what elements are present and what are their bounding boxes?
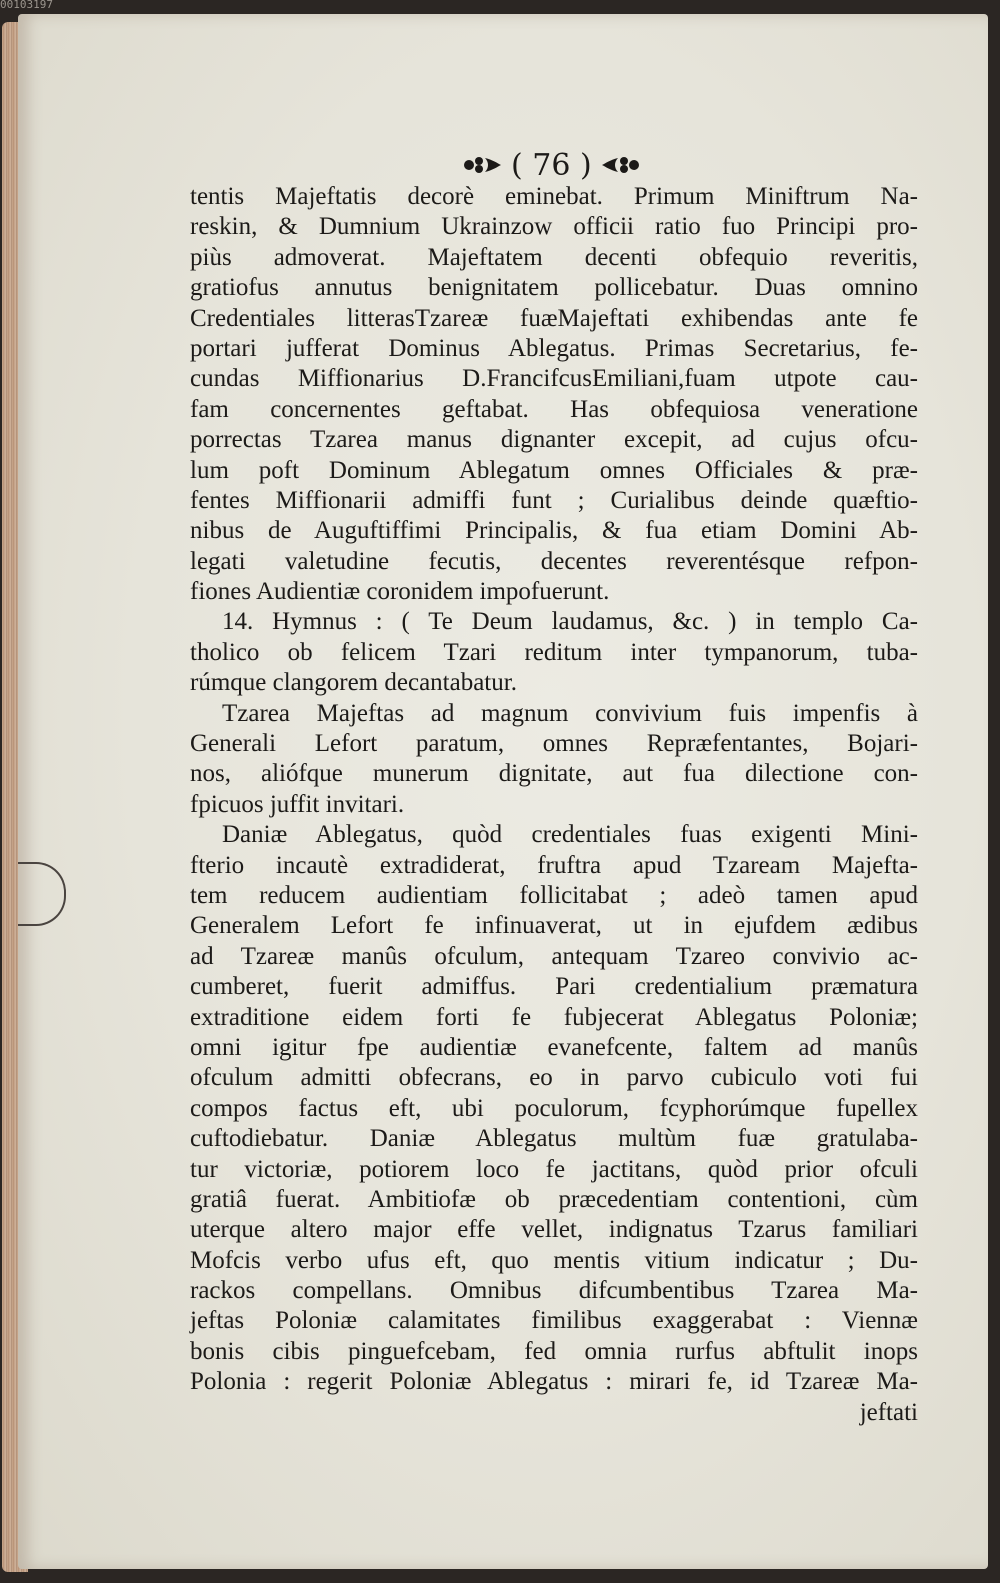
text-line: fterio incautè extradiderat, fruftra apud Tzaream Majefta-: [190, 851, 918, 879]
text-line: legati valetudine fecutis, decentes reverentésque refpon-: [190, 547, 918, 575]
text-line: extraditione eidem forti fe fubjecerat Ablegatus Poloniæ;: [190, 1003, 918, 1031]
text-line: reskin, & Dumnium Ukrainzow officii ratio fuo Principi pro-: [190, 213, 918, 241]
text-line: nibus de Auguftiffimi Principalis, & fua etiam Domini Ab-: [190, 517, 918, 545]
text-line: Mofcis verbo ufus eft, quo mentis vitium indicatur ; Du-: [190, 1246, 918, 1274]
text-line: ad Tzareæ manûs ofculum, antequam Tzareo convivio ac-: [190, 942, 918, 970]
text-line: lum poft Dominum Ablegatum omnes Officiales & præ-: [190, 456, 918, 484]
text-line: cumberet, fuerit admiffus. Pari credentialium præmatura: [190, 973, 918, 1001]
paragraph-start-line: 14. Hymnus : ( Te Deum laudamus, &c. ) in templo Ca-: [222, 608, 918, 636]
page-header: [461, 145, 661, 185]
text-line: fentes Miffionarii admiffi funt ; Curialibus deinde quæftio-: [190, 486, 918, 514]
scan-id-label: 00103197: [0, 0, 53, 11]
ornament-right-icon: [598, 154, 642, 176]
text-line: fiones Audientiæ coronidem impofuerunt.: [190, 578, 610, 606]
text-line: tentis Majeftatis decorè eminebat. Primum Miniftrum Na-: [190, 183, 918, 210]
text-line: ofculum admitti obfecrans, eo in parvo cubiculo voti fui: [190, 1064, 918, 1092]
text-line: Generalem Lefort fe infinuaverat, ut in ejufdem ædibus: [190, 912, 918, 940]
text-line: portari jufferat Dominus Ablegatus. Primas Secretarius, fe-: [190, 334, 918, 362]
paragraph-start-line: Tzarea Majeftas ad magnum convivium fuis impenfis à: [222, 699, 918, 727]
text-line: tur victoriæ, potiorem loco fe jactitans, quòd prior ofculi: [190, 1155, 918, 1183]
text-line: Polonia : regerit Poloniæ Ablegatus : mirari fe, id Tzareæ Ma-: [190, 1368, 918, 1396]
text-line: Credentiales litterasTzareæ fuæMajeftati exhibendas ante fe: [190, 304, 918, 332]
text-line: uterque altero major effe vellet, indignatus Tzarus familiari: [190, 1216, 918, 1244]
text-line: bonis cibis pinguefcebam, fed omnia rurfus abftulit inops: [190, 1337, 918, 1365]
text-line: cuftodiebatur. Daniæ Ablegatus multùm fuæ gratulaba-: [190, 1125, 918, 1153]
paragraph-start-line: Daniæ Ablegatus, quòd credentiales fuas exigenti Mini-: [222, 821, 918, 849]
text-line: gratiofus annutus benignitatem pollicebatur. Duas omnino: [190, 274, 918, 302]
text-line: Generali Lefort paratum, omnes Repræfentantes, Bojari-: [190, 730, 918, 758]
ornament-left-icon: [461, 154, 505, 176]
text-line: jeftas Poloniæ calamitates fimilibus exaggerabat : Viennæ: [190, 1307, 918, 1335]
text-line: tem reducem audientiam follicitabat ; adeò tamen apud: [190, 881, 918, 909]
text-line: compos factus eft, ubi poculorum, fcyphorúmque fupellex: [190, 1094, 918, 1122]
text-line: rúmque clangorem decantabatur.: [190, 669, 517, 697]
text-line: rackos compellans. Omnibus difcumbentibus Tzarea Ma-: [190, 1277, 918, 1305]
body-text: [190, 182, 918, 1428]
text-line: omni igitur fpe audientiæ evanefcente, faltem ad manûs: [190, 1033, 918, 1061]
text-line: cundas Miffionarius D.FrancifcusEmiliani,fuam utpote cau-: [190, 365, 918, 393]
text-line: fam concernentes geftabat. Has obfequiosa veneratione: [190, 395, 918, 423]
page-tab-marker: [18, 862, 66, 926]
text-line: nos, aliófque munerum dignitate, aut fua dilectione con-: [190, 760, 918, 788]
text-line: tholico ob felicem Tzari reditum inter tympanorum, tuba-: [190, 638, 918, 666]
text-line: piùs admoverat. Majeftatem decenti obfequio reveritis,: [190, 243, 918, 271]
text-line: gratiâ fuerat. Ambitiofæ ob præcedentiam contentioni, cùm: [190, 1185, 918, 1213]
text-line: porrectas Tzarea manus dignanter excepit, ad cujus ofcu-: [190, 426, 918, 454]
text-line: fpicuos juffit invitari.: [190, 790, 405, 818]
catchword: jeftati: [859, 1398, 918, 1426]
page-number: ( 76 ): [511, 147, 592, 183]
